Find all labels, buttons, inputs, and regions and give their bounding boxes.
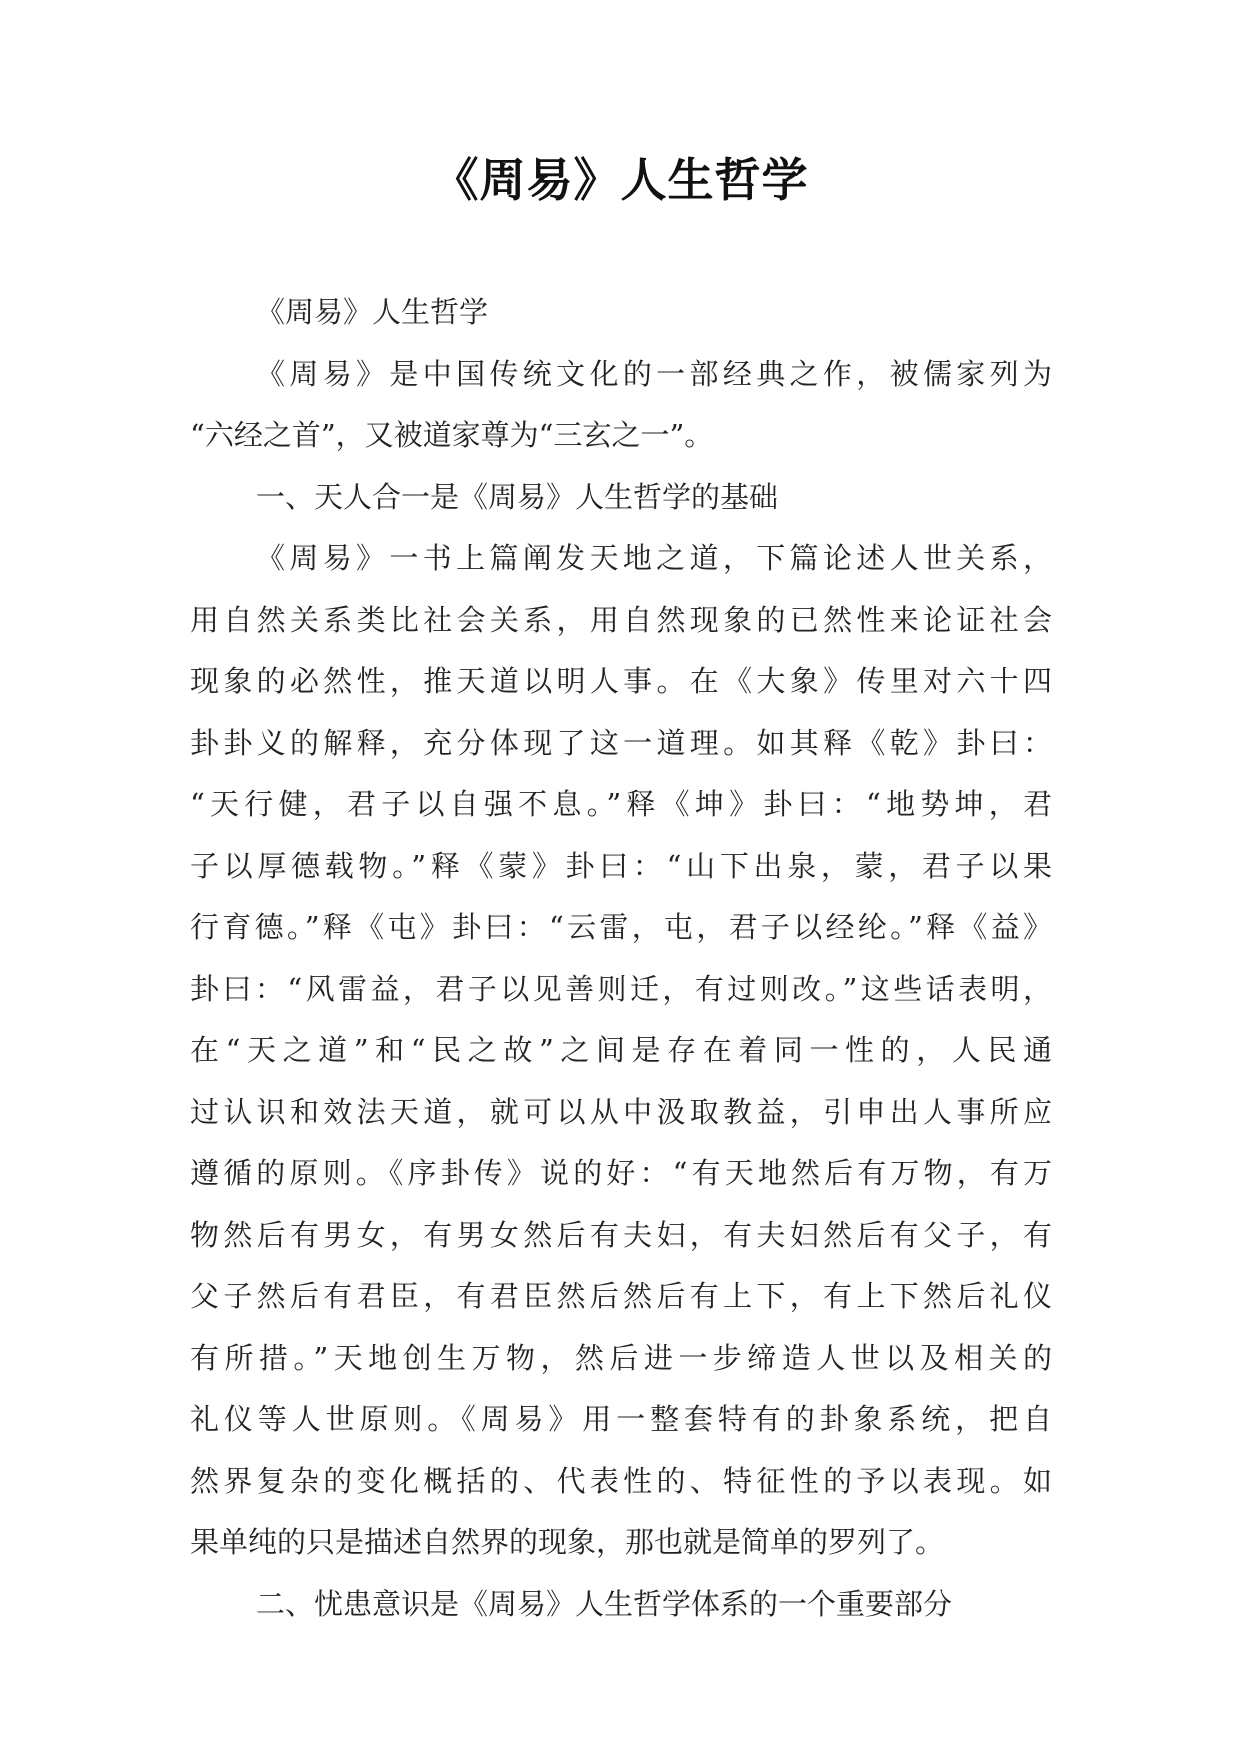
text-line: 现象的必然性，推天道以明人事。在《大象》传里对六十四 [190, 664, 1052, 698]
text-line: 卦曰：“风雷益，君子以见善则迁，有过则改。”这些话表明， [190, 971, 1052, 1006]
text-line: 果单纯的只是描述自然界的现象，那也就是简单的罗列了。 [190, 1525, 945, 1559]
text-line: 物然后有男女，有男女然后有夫妇，有夫妇然后有父子，有 [190, 1217, 1052, 1252]
text-line: 在“天之道”和“民之故”之间是存在着同一性的，人民通 [190, 1033, 1052, 1067]
text-line: 行育德。”释《屯》卦曰：“云雷，屯，君子以经纶。”释《益》 [190, 910, 1052, 944]
text-line: 《周易》一书上篇阐发天地之道，下篇论述人世关系， [256, 541, 1052, 575]
text-line: “六经之首”，又被道家尊为“三玄之一”。 [190, 418, 714, 452]
paragraph-intro [190, 344, 1052, 467]
text-line: 过认识和效法天道，就可以从中汲取教益，引申出人事所应 [190, 1094, 1052, 1129]
text-line: 礼仪等人世原则。《周易》用一整套特有的卦象系统，把自 [190, 1402, 1052, 1436]
section-heading-1 [190, 467, 1052, 529]
document-body [190, 282, 1052, 1635]
text-line: “天行健，君子以自强不息。”释《坤》卦曰：“地势坤，君 [190, 787, 1052, 821]
text-line: 一、天人合一是《周易》人生哲学的基础 [256, 479, 779, 514]
text-line: 《周易》是中国传统文化的一部经典之作，被儒家列为 [256, 356, 1052, 391]
text-line: 父子然后有君臣，有君臣然后然后有上下，有上下然后礼仪 [190, 1279, 1052, 1313]
text-line: 有所措。”天地创生万物，然后进一步缔造人世以及相关的 [190, 1340, 1052, 1375]
text-line: 卦卦义的解释，充分体现了这一道理。如其释《乾》卦曰： [190, 725, 1052, 760]
section-heading-2 [190, 1574, 1052, 1636]
text-line: 遵循的原则。《序卦传》说的好：“有天地然后有万物，有万 [190, 1156, 1052, 1190]
paragraph-body [190, 528, 1052, 1574]
text-line: 用自然关系类比社会关系，用自然现象的已然性来论证社会 [190, 602, 1052, 637]
text-line: 然界复杂的变化概括的、代表性的、特征性的予以表现。如 [190, 1463, 1052, 1498]
document-title: 《周易》人生哲学 [432, 153, 809, 207]
text-line: 二、忧患意识是《周易》人生哲学体系的一个重要部分 [256, 1586, 953, 1621]
paragraph-subtitle [190, 282, 1052, 344]
text-line: 子以厚德载物。”释《蒙》卦曰：“山下出泉，蒙，君子以果 [190, 848, 1052, 883]
text-line: 《周易》人生哲学 [256, 295, 489, 329]
